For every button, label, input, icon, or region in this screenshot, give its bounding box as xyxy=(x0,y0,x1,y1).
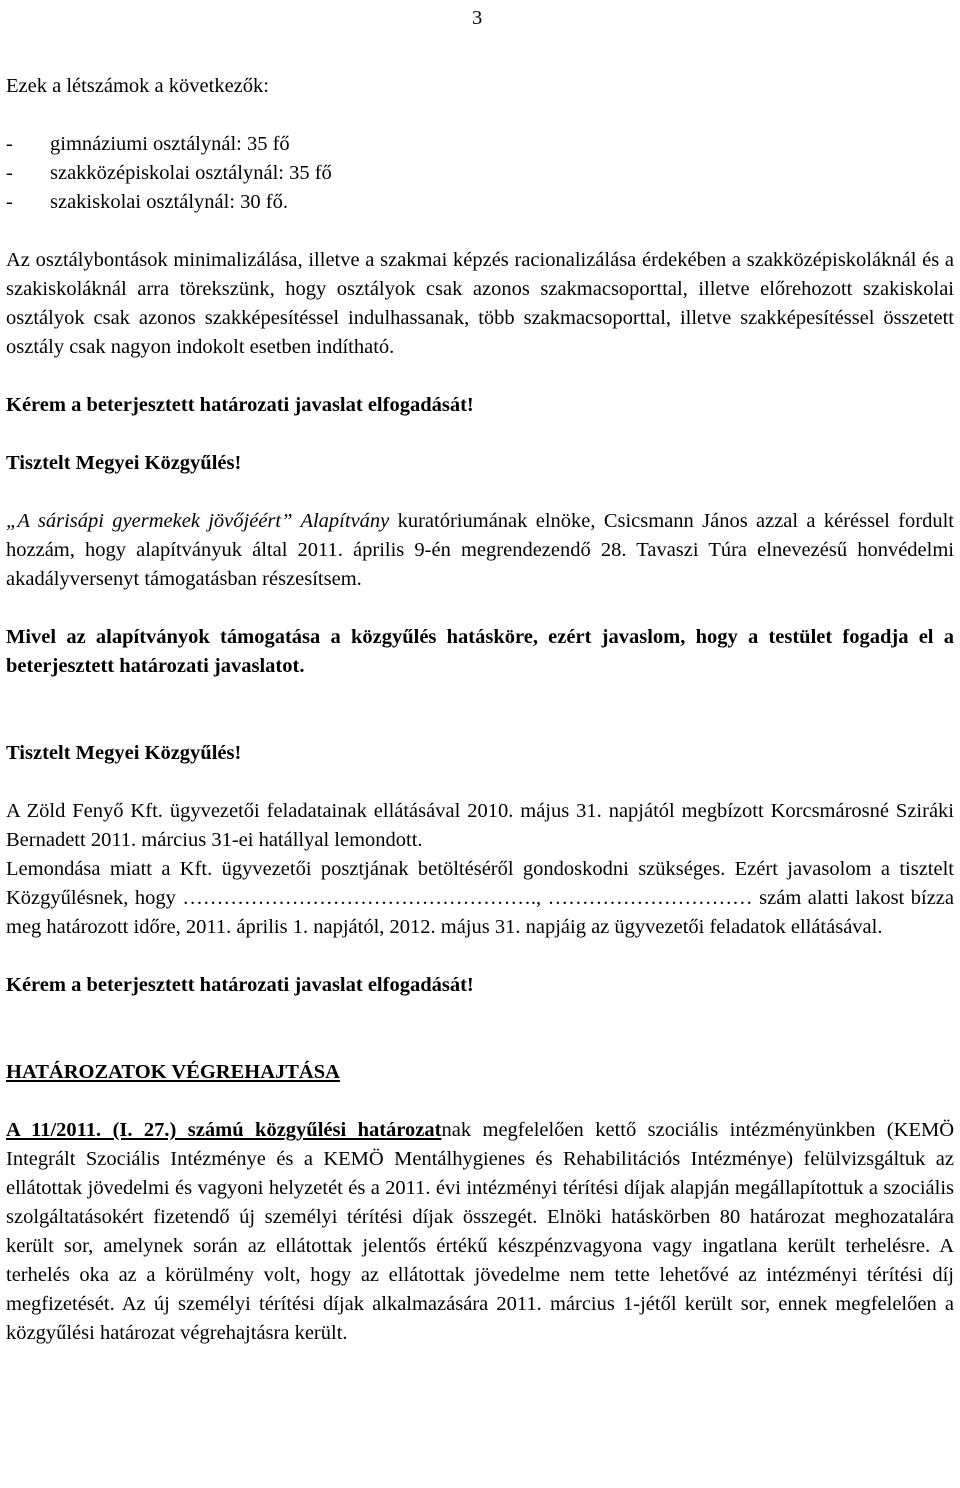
document-body xyxy=(6,72,954,1348)
foundation-text: kuratóriumának elnöke, Csicsmann János azzal a kéréssel fordult hozzám, hogy alapítványuk által 2011. április 9-én megrendezendő 28. Tavaszi Túra elnevezésű honvédelmi akadályversenyt támogatásban részesítsem. xyxy=(6,510,955,590)
list-item xyxy=(6,130,954,159)
spacer xyxy=(6,594,954,623)
green-fir-resignation: A Zöld Fenyő Kft. ügyvezetői feladatainak ellátásával 2010. május 31. napjától megbízott Korcsmárosné Sziráki Bernadett 2011. március 31-ei hatállyal lemondott. xyxy=(6,800,954,851)
section-heading: HATÁROZATOK VÉGREHAJTÁSA xyxy=(6,1061,340,1083)
spacer xyxy=(6,681,954,739)
salutation-1: Tisztelt Megyei Közgyűlés! xyxy=(6,452,242,474)
spacer xyxy=(6,362,954,391)
spacer xyxy=(6,101,954,130)
intro-line: Ezek a létszámok a következők: xyxy=(6,75,269,97)
foundation-proposal: Mivel az alapítványok támogatása a közgyűlés hatásköre, ezért javaslom, hogy a testület fogadja el a beterjesztett határozati javaslatot. xyxy=(6,626,954,677)
resolution-paragraph xyxy=(6,1116,954,1348)
list-item-text: szakközépiskolai osztálynál: 35 fő xyxy=(50,162,332,184)
request-acceptance-2: Kérem a beterjesztett határozati javaslat elfogadását! xyxy=(6,974,474,996)
salutation-2: Tisztelt Megyei Közgyűlés! xyxy=(6,742,242,764)
spacer xyxy=(6,478,954,507)
dash-bullet: - xyxy=(6,191,13,213)
list-item xyxy=(6,188,954,217)
list-item-text: gimnáziumi osztálynál: 35 fő xyxy=(50,133,290,155)
resolution-reference: A 11/2011. (I. 27.) számú közgyűlési határozat xyxy=(6,1119,442,1141)
spacer xyxy=(6,1000,954,1058)
green-fir-proposal: Lemondása miatt a Kft. ügyvezetői posztjának betöltéséről gondoskodni szükséges. Ezért javasolom a tisztelt Közgyűlésnek, hogy ……………………………………………., ………………………… szám alatti lakost bízza meg határozott időre, 2011. április 1. napjától, 2012. május 31. napjáig az ügyvezetői feladatok ellátásával. xyxy=(6,858,954,938)
spacer xyxy=(6,217,954,246)
class-division-paragraph: Az osztálybontások minimalizálása, illetve a szakmai képzés racionalizálása érdekében a szakközépiskoláknál és a szakiskoláknál arra törekszünk, hogy osztályok csak azonos szakmacsoporttal, illetve előrehozott szakiskolai osztályok csak azonos szakképesítéssel indulhassanak, több szakmacsoporttal, illetve szakképesítéssel összetett osztály csak nagyon indokolt esetben indítható. xyxy=(6,249,954,358)
spacer xyxy=(6,768,954,797)
list-item xyxy=(6,159,954,188)
request-acceptance-1: Kérem a beterjesztett határozati javaslat elfogadását! xyxy=(6,394,474,416)
resolution-text: nak megfelelően kettő szociális intézményünkben (KEMÖ Integrált Szociális Intézménye és a KEMÖ Mentálhygienes és Rehabilitációs Intézménye) felülvizsgáltuk az ellátottak jövedelmi és vagyoni helyzetét és a 2011. évi intézményi térítési díjak alapján megállapítottuk a szociális szolgáltatásokért fizetendő új személyi térítési díjak összegét. Elnöki hatáskörben 80 határozat meghozatalára került sor, amelynek során az ellátottak jelentős értékű készpénzvagyona vagy ingatlana került terhelésre. A terhelés oka az a körülmény volt, hogy az ellátottak jövedelme nem tette lehetővé az intézményi térítési díj megfizetését. Az új személyi térítési díjak alkalmazására 2011. március 1-jétől került sor, ennek megfelelően a közgyűlési határozat végrehajtásra került. xyxy=(6,1119,954,1344)
list-item-text: szakiskolai osztálynál: 30 fő. xyxy=(50,191,288,213)
page-number: 3 xyxy=(472,7,483,29)
spacer xyxy=(6,942,954,971)
spacer xyxy=(6,1087,954,1116)
spacer xyxy=(6,420,954,449)
dash-bullet: - xyxy=(6,133,13,155)
dash-bullet: - xyxy=(6,162,13,184)
class-size-list xyxy=(6,130,954,217)
foundation-name: „A sárisápi gyermekek jövőjéért” Alapítvány xyxy=(6,510,390,532)
foundation-paragraph xyxy=(6,507,954,594)
